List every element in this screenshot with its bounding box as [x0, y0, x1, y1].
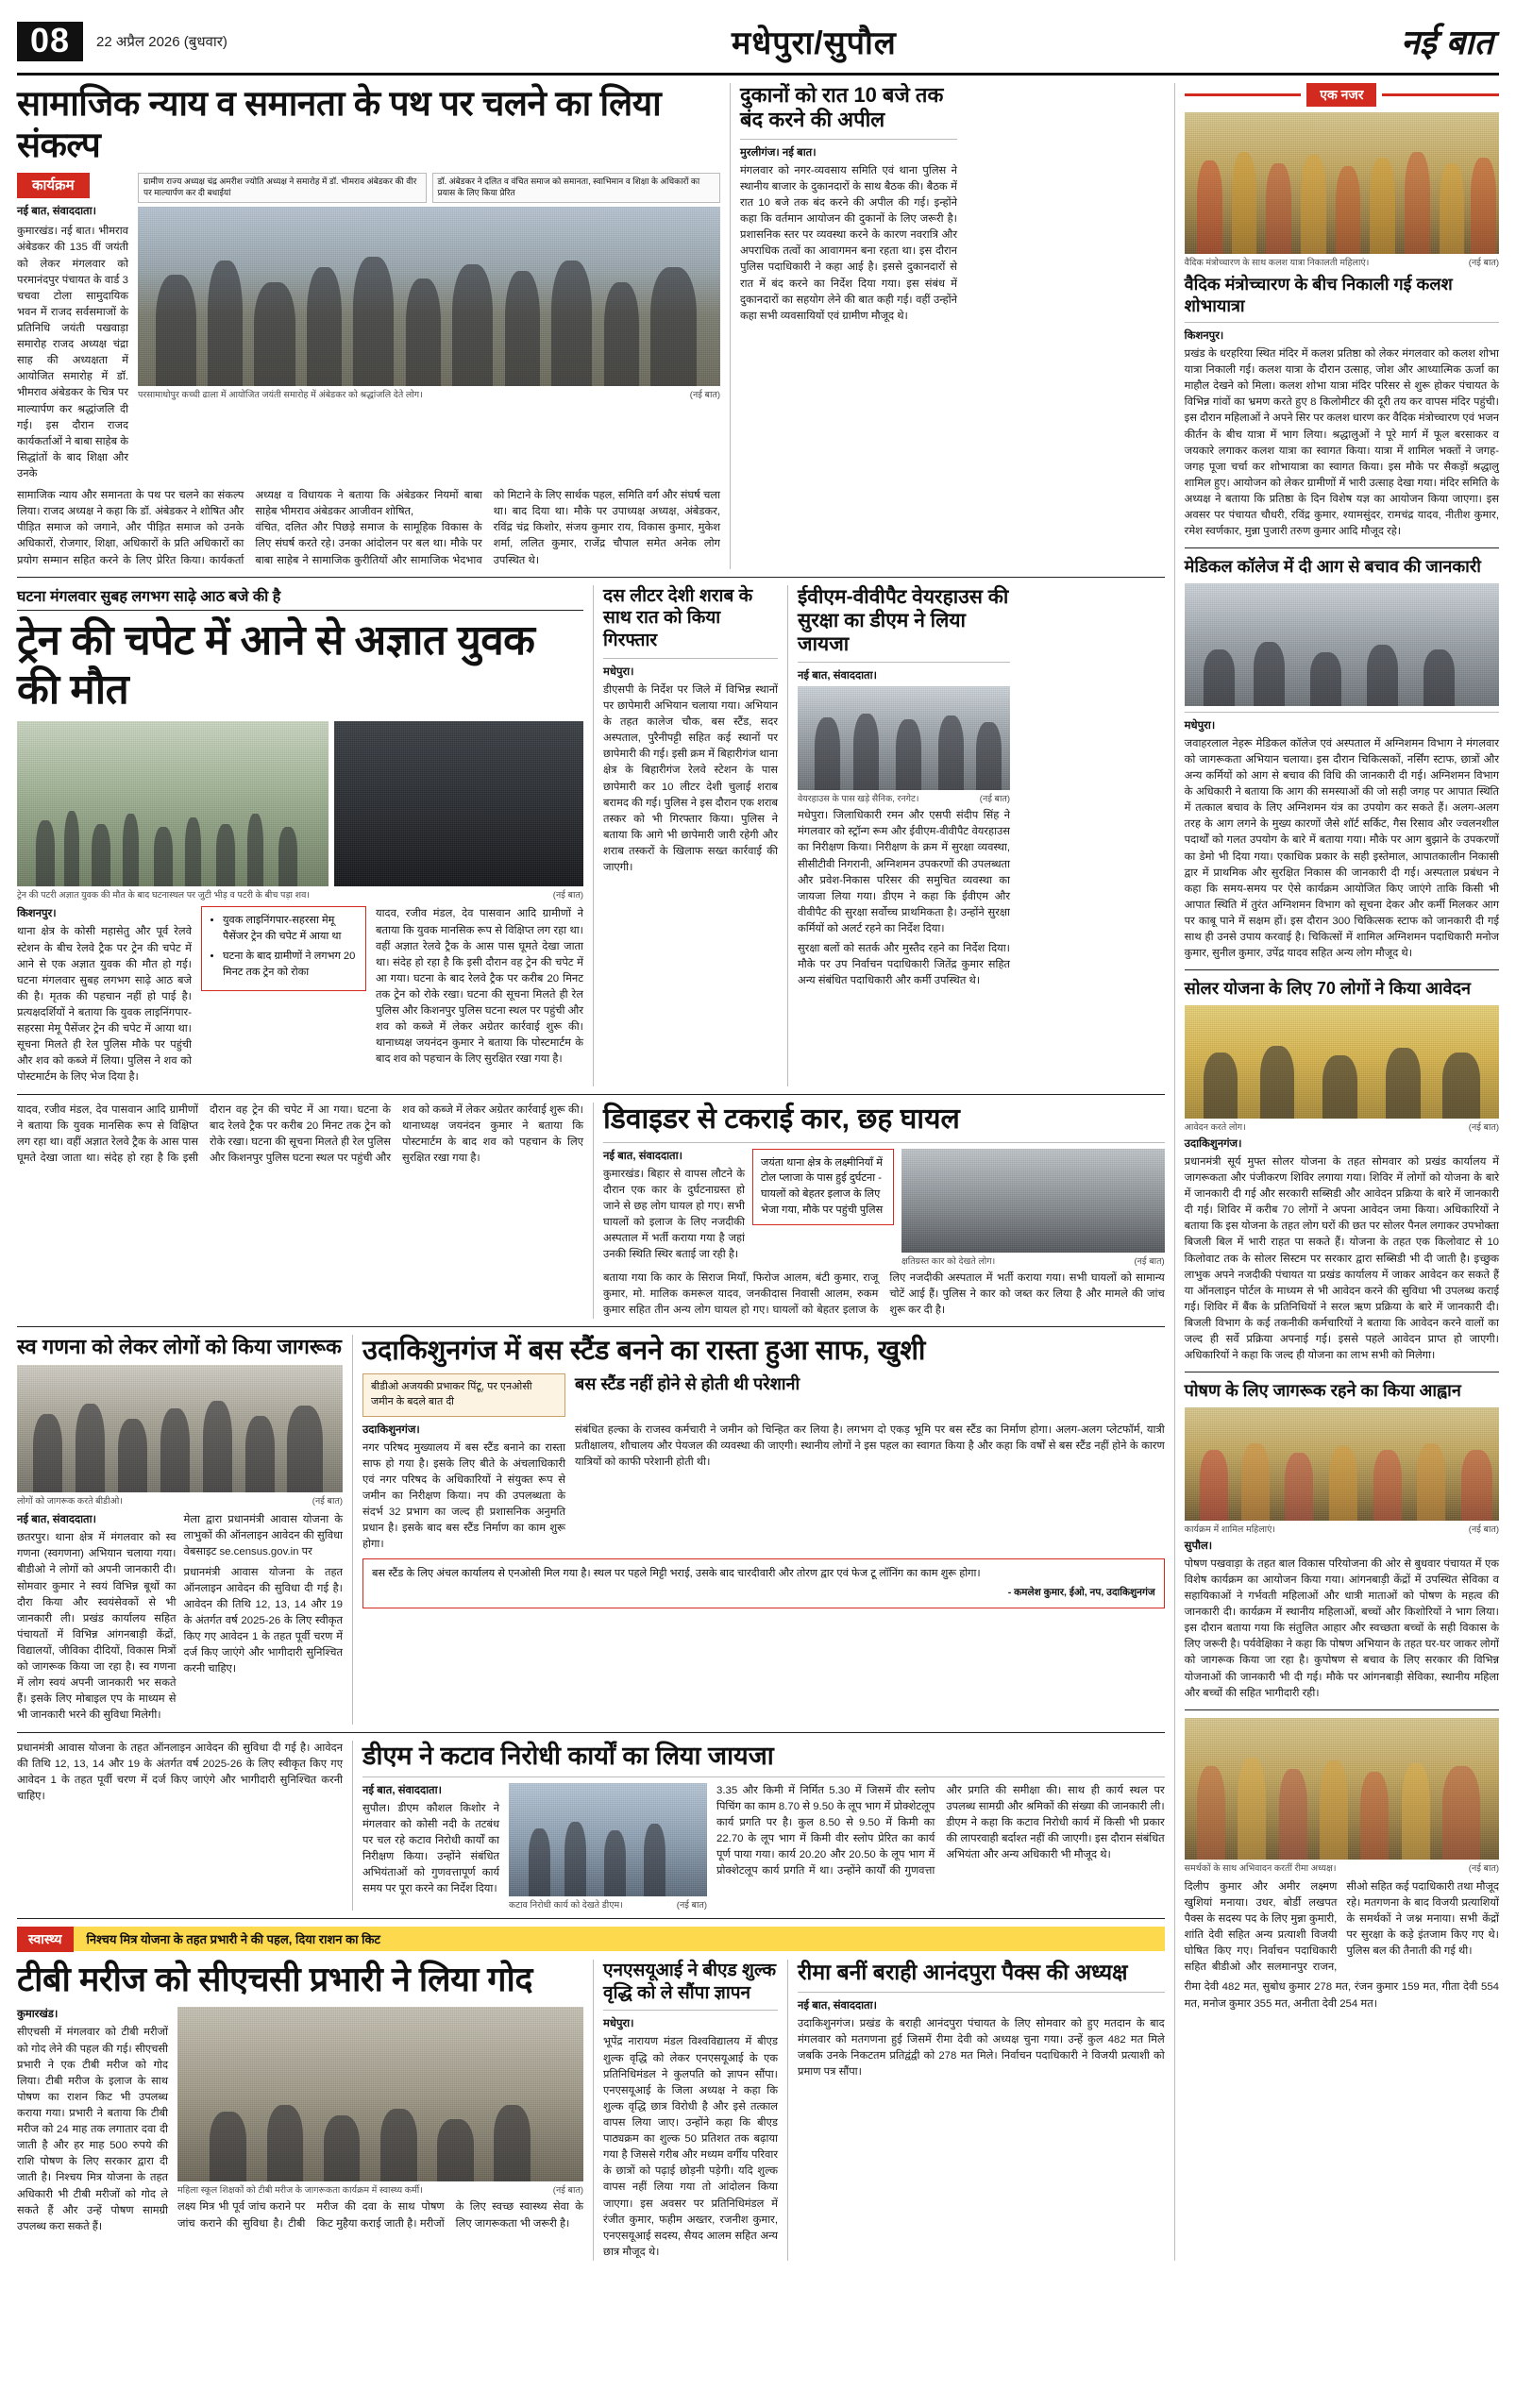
bus-byline: उदाकिशुनगंज।: [362, 1423, 420, 1436]
bus-body-2: संबंधित हल्का के राजस्व कर्मचारी ने जमीन को चिन्हित कर लिया है। लगभग दो एकड़ भूमि पर बस स्टैंड का निर्माण होगा। अलग-अलग प्लेटफॉर्म, यात्री प्रतीक्षालय, शौचालय और पेयजल की व्यवस्था की जाएगी। स्थानीय लोगों ने इस पहल का स्वागत किया है और कहा कि वर्षों से बस स्टैंड नहीं होने के कारण यात्रियों को काफी परेशानी होती थी।: [575, 1423, 1165, 1468]
lead-photo-caption-row: [138, 386, 720, 400]
lead-photo: [138, 207, 720, 386]
train-photo-caption: ट्रेन की पटरी अज्ञात युवक की मौत के बाद घटनास्थल पर जुटी भीड़ व पटरी के बीच पड़ा शव।: [17, 890, 310, 901]
bus-subhead: बस स्टैंड नहीं होने से होती थी परेशानी: [575, 1373, 800, 1393]
train-caption-row: [17, 886, 583, 901]
evm-caption-row: [798, 790, 1010, 804]
lead-tag: कार्यक्रम: [17, 173, 90, 198]
reema-photo: [1185, 1718, 1499, 1860]
train-photo-site: [17, 721, 328, 886]
publication-date: 22 अप्रैल 2026 (बुधवार): [96, 33, 227, 50]
nsui-article: [603, 1960, 778, 2261]
tb-byline: कुमारखंड।: [17, 2009, 59, 2021]
census-overflow: प्रधानमंत्री आवास योजना के तहत ऑनलाइन आवेदन की सुविधा दी गई है। आवेदन की तिथि 12, 13, 14 और 19 के अंतर्गत वर्ष 2025-26 के लिए स्वीकृत किए गए आवेदन 1 के तहत पूर्वी चरण में दर्ज किए जाएंगे और भागीदारी सुनिश्चित करनी चाहिए।: [17, 1742, 343, 1802]
reema-caption-row: [1185, 1860, 1499, 1874]
erosion-photo-credit: (नई बात): [676, 1899, 707, 1911]
bus-quote-source: - कमलेश कुमार, ईओ, नप, उदाकिशुनगंज: [1007, 1587, 1155, 1599]
health-ribbon: [17, 1927, 1165, 1952]
eknazar-item-1: [1185, 112, 1499, 540]
masthead: [17, 13, 1499, 76]
row-health: [17, 1927, 1165, 2261]
car-caption-row: [901, 1253, 1165, 1267]
census-photo-credit: (नई बात): [312, 1496, 343, 1507]
evm-body: मधेपुरा। जिलाधिकारी रमन और एसपी संदीप सिंह ने मंगलवार को स्ट्रॉन्ग रूम और ईवीएम-वीवीपैट वेयरहाउस का निरीक्षण किया। निरीक्षण के क्रम में सुरक्षा व्यवस्था, सीसीटीवी निगरानी, अग्निशमन उपकरणों की उपलब्धता और प्रवेश-निकास परिसर की समुचित व्यवस्था का जायजा लिया गया। डीएम ने कहा कि ईवीएम और वीवीपैट की सुरक्षा सर्वोच्च प्राथमिकता है। उन्होंने सुरक्षा कर्मियों को अलर्ट रहने का निर्देश दिया।: [798, 810, 1010, 935]
evm-byline: नई बात, संवाददाता।: [798, 670, 877, 682]
eknazar-item-4: [1185, 1380, 1499, 1701]
train-kicker: घटना मंगलवार सुबह लगभग साढ़े आठ बजे की है: [17, 585, 583, 611]
shops-article: [740, 83, 957, 569]
tb-article: [17, 1960, 583, 2261]
census-photo: [17, 1365, 343, 1492]
car-article: [603, 1103, 1165, 1319]
health-ribbon-text: निश्चय मित्र योजना के तहत प्रभारी ने की पहल, दिया राशन का किट: [74, 1927, 1165, 1951]
evm-article: [798, 585, 1010, 1086]
nsui-byline: मधेपुरा।: [603, 2018, 634, 2030]
eknazar-column: [1185, 83, 1499, 2261]
row-lead: [17, 83, 1165, 569]
lead-photo-caption: परसामाधोपुर कच्ची ढाला में आयोजित जयंती समारोह में अंबेडकर को श्रद्धांजलि देते लोग।: [138, 389, 423, 400]
kalash-caption-row: [1185, 254, 1499, 268]
train-headline: ट्रेन की चपेट में आने से अज्ञात युवक की मौत: [17, 616, 535, 713]
nutrition-caption-row: [1185, 1521, 1499, 1535]
kalash-body: प्रखंड के धरहरिया स्थित मंदिर में कलश प्रतिष्ठा को लेकर मंगलवार को कलश शोभा यात्रा निकाली गई। कलश यात्रा के दौरान उत्साह, जोश और आध्यात्मिक ऊर्जा का माहौल देखने को मिला। कलश शोभा यात्रा मंदिर परिसर से शुरू होकर पंचायत के विभिन्न गांवों का भ्रमण करते हुए 8 किलोमीटर की दूरी तय कर वापस मंदिर पहुंची। इस दौरान महिलाओं ने अपने सिर पर कलश धारण कर वैदिक मंत्रोच्चारण एवं भजन कीर्तन के बीच यात्रा में भाग लिया। श्रद्धालुओं ने पूरे मार्ग में फूल बरसाकर व जयकारे लगाकर कलश यात्रा का स्वागत किया। यात्रा में शामिल भक्तों ने जगह-जगह पूजा चर्चा कर शोभायात्रा का स्वागत किया। इस मौके पर सैकड़ों श्रद्धालु शामिल हुए। आयोजन को लेकर ग्रामीणों में भारी उत्साह देखा गया। मंदिर समिति के अध्यक्ष ने बताया कि प्रतिष्ठा के दिन विशेष यज्ञ का आयोजन किया जाएगा। इस अवसर पर पंचायत चौधरी, रविंद्र कुमार, श्यामसुंदर, रामचंद्र यादव, नीतीश कुमार, रमेश स्वर्णकार, मुन्ना पुजारी तरुण कुमार आदि मौजूद रहे।: [1184, 348, 1499, 538]
row-census: [17, 1335, 1165, 1725]
shops-byline: मुरलीगंज। नई बात।: [740, 146, 817, 159]
photo-overlay-caption-1: ग्रामीण राज्य अध्यक्ष चंद्र अमरीश ज्योति अध्यक्ष ने समारोह में डॉ. भीमराव अंबेडकर की वीर पर माल्यार्पण कर दी बधाईयां: [138, 173, 427, 202]
fire-body: जवाहरलाल नेहरू मेडिकल कॉलेज एवं अस्पताल में अग्निशमन विभाग ने मंगलवार को जागरूकता अभियान चलाया। इस दौरान चिकित्सकों, नर्सिंग स्टाफ, छात्रों और अन्य कर्मियों को आग से बचाव की विधि की जानकारी दी गई। अग्निशमन विभाग के अधिकारी ने बताया कि आग की समस्याओं की जो सही जगह पर आपात स्थिति में तत्काल बचाव के लिए अग्निशमन यंत्र का उपयोग कर सकते हैं। अलग-अलग तरह के आग लगने के मुख्य कारणों जैसे शॉर्ट सर्किट, गैस रिसाव और ज्वलनशील पदार्थों को गलत उपयोग के बारे में बताया गया। मौके पर आग बुझाने के उपकरणों का डेमो भी दिया गया। एकाधिक प्रकार के सही इस्तेमाल, आपातकालीन निकासी द्वार में प्राथमिक और सुरक्षित निकास की जानकारी दी गई। अस्पताल प्रबंधन ने कहा कि समय-समय पर ऐसे कार्यक्रम आयोजित किए जाएंगे ताकि किसी भी आपात स्थिति में तुरंत अग्निशमन विभाग को सूचना देकर और कर्मी मिलकर आग पर काबू पाने में सक्षम हों। इस दौरान 300 चिकित्सक स्टाफ को जानकारी दी गई साथ ही उनसे उपाय करवाई है। चिकित्सों में शामिल अग्निशमन पदाधिकारी मनोज कुमार, सुनील कुमार, उपेंद्र यादव सहित अन्य लोग मौजूद थे।: [1184, 737, 1499, 960]
census-body-2: प्रधानमंत्री आवास योजना के तहत ऑनलाइन आवेदन की सुविधा दी गई है। आवेदन की तिथि 12, 13, 14 और 19 के अंतर्गत वर्ष 2025-26 के लिए स्वीकृत किए गए आवेदन 1 के तहत पूर्वी चरण में दर्ज किए जाएंगे और भागीदारी सुनिश्चित करनी चाहिए।: [183, 1566, 343, 1675]
eknazar-label: एक नजर: [1306, 83, 1376, 107]
liquor-body: डीएसपी के निर्देश पर जिले में विभिन्न स्थानों पर छापेमारी अभियान चलाया गया। अभियान के तहत कालेज चौक, बस स्टैंड, सदर अस्पताल, पुरैनीपट्टी सहित कई स्थानों पर छापेमारी की गई। इसी क्रम में बिहारीगंज थाना क्षेत्र के बिहारीगंज रेलवे स्टेशन के पास छापेमारी कर 10 लीटर देशी चुलाई शराब बरामद की गई। पुलिस ने इस दौरान एक शराब तस्कर को भी गिरफ्तार किया। पुलिस ने बताया कि आगे भी छापेमारी जारी रहेगी और शराब तस्करों के खिलाफ सख्त कार्रवाई की जाएगी।: [603, 683, 778, 874]
nutrition-photo-caption: कार्यक्रम में शामिल महिलाएं।: [1184, 1524, 1275, 1535]
solar-photo-credit: (नई बात): [1468, 1121, 1499, 1133]
erosion-article: [362, 1741, 1165, 1911]
reema-body-2: रीमा देवी 482 मत, सुबोध कुमार 278 मत, रंजन कुमार 159 मत, गीता देवी 554 मत, मनोज कुमार 355 मत, अनीता देवी 254 मत।: [1184, 1981, 1499, 2010]
census-body-1: छतरपुर। थाना क्षेत्र में मंगलवार को स्व गणना (स्वगणना) अभियान चलाया गया। बीडीओ ने लोगों को अपनी जानकारी दी। सोमवार कुमार ने स्वयं विभिन्न बूथों का दौरा किया और स्वयंसेवकों से भी जानकारी ली। प्रखंड कार्यालय सहित पंचायतों में विभिन्न आंगनबाड़ी केंद्रों, विद्यालयों, जीविका दीदियों, विकास मित्रों को जागरूक किया जा रहा है। स्व गणना में लोग स्वयं अपनी जानकारी भर सकते हैं। इसके लिए मोबाइल एप के माध्यम से भी जानकारी भरने की सुविधा मिलेगी।: [17, 1532, 177, 1722]
shops-body: मंगलवार को नगर-व्यवसाय समिति एवं थाना पुलिस ने स्थानीय बाजार के दुकानदारों के साथ बैठक की। बैठक में रात 10 बजे तक बंद करने की अपील की गई। इन्होंने कहा कि वर्तमान आयोजन की दुकानों के लिए जरूरी है। प्रशासनिक स्तर पर व्यवस्था करने के कारण नवरात्रि और अपराधिक तत्वों का आवागमन बना रहता था। इस दौरान पुलिस पदाधिकारी ने कहा आई है। इससे दुकानदारों से रात में बंद करने का निर्देश दिया गया। इस संबंध में दुकानदारों का सहयोग लेने की बात कही गई। वहीं उन्होंने कहा सभी व्यवसायियों एवं ग्रामीण मौजूद थे।: [740, 164, 957, 322]
tb-body-2: लक्ष्य मित्र भी पूर्व जांच कराने पर जांच कराने की सुविधा है। टीबी मरीज की दवा के साथ पोषण किट मुहैया कराई जाती है। मरीजों के लिए स्वच्छ स्वास्थ्य सेवा के लिए जागरूकता भी जरूरी है।: [177, 2201, 583, 2230]
car-photo-caption: क्षतिग्रस्त कार को देखते लोग।: [901, 1255, 996, 1267]
bus-tag-note: बीडीओ अजयकी प्रभाकर पिंटू, पर एनओसी जमीन के बदले बात दी: [362, 1373, 565, 1417]
car-photo: [901, 1149, 1165, 1253]
census-caption-row: [17, 1492, 343, 1507]
car-left-spacer: [17, 1103, 583, 1319]
evm-body-2: सुरक्षा बलों को सतर्क और मुस्तैद रहने का निर्देश दिया। मौके पर उप निर्वाचन पदाधिकारी जितेंद्र कुमार सहित अन्य संबंधित पदाधिकारी और कर्मी उपस्थित थे।: [798, 943, 1010, 987]
lead-photo-credit: (नई बात): [689, 389, 720, 400]
car-headline: डिवाइडर से टकराई कार, छह घायल: [603, 1103, 960, 1135]
row-car: [17, 1103, 1165, 1319]
train-bullets: [201, 906, 366, 990]
census-photo-caption: लोगों को जागरूक करते बीडीओ।: [17, 1496, 123, 1507]
liquor-article: [603, 585, 778, 1086]
eknazar-item-2: [1185, 556, 1499, 962]
census-byline: नई बात, संवाददाता।: [17, 1514, 96, 1526]
reema-headline: रीमा बनीं बराही आनंदपुरा पैक्स की अध्यक्ष: [798, 1959, 1128, 1984]
lead-byline: नई बात, संवाददाता।: [17, 206, 96, 218]
nutrition-photo-credit: (नई बात): [1468, 1524, 1499, 1535]
train-photo-body: [334, 721, 583, 886]
nsui-body: भूपेंद्र नारायण मंडल विश्वविद्यालय में बीएड शुल्क वृद्धि को लेकर एनएसयूआई के एक प्रतिनिधिमंडल ने कुलपति को ज्ञापन सौंपा। एनएसयूआई के जिला अध्यक्ष ने कहा कि शुल्क वृद्धि छात्र विरोधी है और इसे तत्काल वापस लिया जाए। उन्होंने कहा कि बीएड पाठ्यक्रम का शुल्क 50 प्रतिशत तक बढ़ाया गया है जिससे गरीब और मध्यम वर्गीय परिवार के छात्रों को पढ़ाई छोड़नी पड़ेगी। यदि शुल्क वापस नहीं लिया गया तो आंदोलन किया जाएगा। इस अवसर पर प्रतिनिधिमंडल में रंजीत कुमार, फहीम अख्तर, रजनीश कुमार, एनएसयूआई सदस्य, सैयद आलम सहित अन्य छात्र मौजूद थे।: [603, 2036, 778, 2258]
car-byline: नई बात, संवाददाता।: [603, 1150, 682, 1162]
row-train: [17, 585, 1165, 1086]
reema-photo-caption: समर्थकों के साथ अभिवादन करतीं रीमा अध्यक्ष।: [1184, 1862, 1337, 1874]
liquor-byline: मधेपुरा।: [603, 665, 634, 678]
evm-photo-credit: (नई बात): [979, 794, 1010, 805]
erosion-photo: [509, 1783, 707, 1896]
fire-photo: [1185, 583, 1499, 706]
reema-photo-credit: (नई बात): [1468, 1862, 1499, 1874]
solar-photo: [1185, 1005, 1499, 1119]
lead-article: [17, 83, 720, 569]
photo-overlay-caption-2: डॉ. अंबेडकर ने दलित व वंचित समाज को समानता, स्वाभिमान व शिक्षा के अधिकारों का प्रयास के लिए किया प्रेरित: [432, 173, 721, 202]
lead-headline: सामाजिक न्याय व समानता के पथ पर चलने का लिया संकल्प: [17, 84, 662, 164]
fire-byline: मधेपुरा।: [1184, 719, 1216, 732]
reema-photo-block: [1185, 1718, 1499, 2012]
nutrition-photo: [1185, 1407, 1499, 1521]
erosion-photo-caption: कटाव निरोधी कार्य को देखते डीएम।: [509, 1899, 623, 1911]
bus-headline: उदाकिशुनगंज में बस स्टैंड बनने का रास्ता हुआ साफ, खुशी: [362, 1335, 926, 1366]
bus-quote: [362, 1558, 1165, 1608]
census-article: [17, 1335, 343, 1725]
eknazar-header: [1185, 83, 1499, 107]
paper-name: नई बात: [1400, 23, 1493, 61]
kalash-byline: किशनपुर।: [1184, 330, 1224, 342]
health-label: स्वास्थ्य: [17, 1927, 74, 1952]
nutrition-headline: पोषण के लिए जागरूक रहने का किया आह्वान: [1184, 1381, 1461, 1401]
tb-headline: टीबी मरीज को सीएचसी प्रभारी ने लिया गोद: [17, 1959, 532, 1998]
evm-headline: ईवीएम-वीवीपैट वेयरहाउस की सुरक्षा का डीएम ने लिया जायजा: [798, 585, 1009, 655]
shops-headline: दुकानों को रात 10 बजे तक बंद करने की अपील: [740, 83, 944, 132]
kalash-headline: वैदिक मंत्रोच्चारण के बीच निकाली गई कलश शोभायात्रा: [1184, 275, 1453, 315]
tb-photo-caption: महिला स्कूल शिक्षकों को टीबी मरीज के जागरूकता कार्यक्रम में स्वास्थ्य कर्मी।: [177, 2185, 423, 2197]
nutrition-body: पोषण पखवाड़ा के तहत बाल विकास परियोजना की ओर से बुधवार पंचायत में एक विशेष कार्यक्रम का आयोजन किया गया। आंगनबाड़ी केंद्रों में उपस्थित सेविका व सहायिकाओं ने गर्भवती महिलाओं और धात्री माताओं को पोषण के महत्व की जानकारी दी। कार्यक्रम में स्थानीय महिलाओं, बच्चों और किशोरियों ने भाग लिया। इस दौरान बताया गया कि संतुलित आहार और स्वच्छता बच्चों के सही विकास के लिए जरूरी है। पर्यवेक्षिका ने कहा कि पोषण अभियान के तहत घर-घर जाकर लोगों को जागरूक किया जा रहा है। कुपोषण से बचाव के लिए सरकार की विभिन्न योजनाओं की जानकारी भी दी गई। मौके पर आंगनबाड़ी सेविका, स्थानीय महिला और बच्चों की सहित भागीदारी रही।: [1184, 1558, 1499, 1699]
solar-byline: उदाकिशुनगंज।: [1184, 1137, 1242, 1150]
train-bullet-0: • युवक लाइनिंगपार-सहरसा मेमू पैसेंजर ट्रेन की चपेट में आया था: [223, 913, 358, 945]
kalash-photo-caption: वैदिक मंत्रोच्चारण के साथ कलश यात्रा निकालती महिलाएं।: [1184, 258, 1370, 268]
census-headline: स्व गणना को लेकर लोगों को किया जागरूक: [17, 1334, 342, 1358]
main-area: [17, 83, 1165, 2261]
train-overflow: यादव, रजीव मंडल, देव पासवान आदि ग्रामीणों ने बताया कि युवक मानसिक रूप से विक्षिप्त लग रहा था। वहीं अज्ञात रेलवे ट्रैक के आस पास घूमते देखा जाता था। संदेह हो रहा है कि इसी दौरान वह ट्रेन की चपेट में आ गया। घटना के बाद रेलवे ट्रैक पर करीब 20 मिनट तक ट्रेन को रोके रखा। घटना की सूचना मिलते ही रेल पुलिस और किशनपुर पुलिस घटना स्थल पर पहुंची और शव को कब्जे में लेकर अग्रेतर कार्रवाई शुरू की। थानाध्यक्ष जयनंदन कुमार ने बताया कि पोस्टमार्टम के बाद शव को पहचान के लिए सुरक्षित रखा गया है।: [17, 1103, 583, 1164]
train-body-1: थाना क्षेत्र के कोसी महासेतु और पूर्व रेलवे स्टेशन के बीच रेलवे ट्रैक पर ट्रेन की चपेट में आने से एक अज्ञात युवक की मौत हो गई। घटना मंगलवार सुबह लगभग साढ़े आठ बजे की है। मृतक की पहचान नहीं हो पाई है। प्रत्यक्षदर्शियों ने बताया कि युवक लाइनिंगपार-सहरसा मेमू पैसेंजर ट्रेन की चपेट में आया था। सूचना मिलते ही रेल पुलिस मौके पर पहुंची और शव को कब्जे में लिया। पुलिस ने शव को पोस्टमार्टम के लिए भेज दिया है।: [17, 926, 192, 1084]
train-bullet-1: • घटना के बाद ग्रामीणों ने लगभग 20 मिनट तक ट्रेन को रोका: [223, 949, 358, 981]
reema-body-3: दिलीप कुमार और अमीर लक्ष्मण खुशियां मनाया। उधर, बोर्डी लखपत पैक्स के सदस्य पद के लिए मुन्ना कुमारी, शांति देवी सहित अन्य प्रत्याशी विजयी घोषित किए गए। निर्वाचन पदाधिकारी सहित बीडीओ और सलमानपुर राजन, सीओ सहित कई पदाधिकारी तथा मौजूद रहे। मतगणना के बाद विजयी प्रत्याशियों के समर्थकों ने जश्न मनाया। सभी केंद्रों पर सुरक्षा के कड़े इंतजाम किए गए थे। पुलिस बल की तैनाती की गई थी।: [1184, 1880, 1499, 1974]
train-body-2: यादव, रजीव मंडल, देव पासवान आदि ग्रामीणों ने बताया कि युवक मानसिक रूप से विक्षिप्त लग रहा था। वहीं अज्ञात रेलवे ट्रैक के आस पास घूमते देखा जाता था। संदेह हो रहा है कि इसी दौरान वह ट्रेन की चपेट में आ गया। घटना के बाद रेलवे ट्रैक पर करीब 20 मिनट तक ट्रेन को रोके रखा। घटना की सूचना मिलते ही रेल पुलिस और किशनपुर पुलिस घटना स्थल पर पहुंची और शव को कब्जे में लेकर अग्रेतर कार्रवाई शुरू की। थानाध्यक्ष जयनंदन कुमार ने बताया कि पोस्टमार्टम के बाद शव को पहचान के लिए सुरक्षित रखा गया है।: [376, 908, 583, 1066]
car-body-2: बताया गया कि कार के सिराज मियाँ, फिरोज आलम, बंटी कुमार, राजू कुमार, मो. मालिक कमरूल यादव, जनकीदास निवासी आलम, रुकम कुमार सहित तीन अन्य लोग घायल हो गए। घायलों को बेहतर इलाज के लिए नजदीकी अस्पताल में भर्ती कराया गया। सभी घायलों को सामान्य चोटें आई हैं। पुलिस ने कार को जब्त कर लिया है और मामले की जांच शुरू कर दी है।: [603, 1271, 1165, 1316]
car-photo-credit: (नई बात): [1134, 1255, 1165, 1267]
solar-body: प्रधानमंत्री सूर्य मुफ्त सोलर योजना के तहत सोमवार को प्रखंड कार्यालय में जागरूकता और पंजीकरण शिविर लगाया गया। शिविर में लोगों को योजना के बारे में जानकारी दी गई और सरकारी सब्सिडी और आवेदन प्रक्रिया के बारे में जानकारी दी गई। शिविर में करीब 70 लोगों ने अपना आवेदन जमा किया। अधिकारियों ने बताया कि इस योजना के तहत लोग घरों की छत पर सोलर पैनल लगाकर उपभोक्ता बिजली बिल में भारी राहत पा सकते हैं। योजना के तहत एक किलोवाट से 10 किलोवाट तक के सोलर सिस्टम पर सरकार द्वारा सब्सिडी भी दी जाती है। इच्छुक लाभुक अपने नजदीकी पंचायत या प्रखंड कार्यालय में जाकर आवेदन कर सकते हैं या ऑनलाइन पोर्टल के माध्यम से भी आवेदन करने की सुविधा भी उपलब्ध कराई गई। शिविर में बैंक के प्रतिनिधियों ने सरल ऋण प्रक्रिया के बारे में जानकारी दी। बिजली विभाग के कई तकनीकी कर्मचारियों ने बताया कि आवेदन करने वालों का जल्द ही सर्वे प्रक्रिया अपनाई गई। इससे पहले आवेदन प्राप्त हो जाएगी। अधिकारियों ने कहा कि जल्द ही योजना का लाभ सभी को मिलेगा।: [1184, 1155, 1499, 1362]
solar-caption-row: [1185, 1119, 1499, 1133]
evm-photo: [798, 686, 1010, 790]
erosion-headline: डीएम ने कटाव निरोधी कार्यों का लिया जायजा: [362, 1741, 774, 1770]
train-byline: किशनपुर।: [17, 908, 57, 920]
erosion-caption-row: [509, 1896, 707, 1911]
liquor-headline: दस लीटर देशी शराब के साथ रात को किया गिरफ्तार: [603, 585, 753, 651]
health-body-row: [17, 1960, 1165, 2261]
erosion-body-2: 3.35 और किमी में निर्मित 5.30 में जिसमें वीर स्लोप पिचिंग का काम 8.70 से 9.50 के लूप भाग में प्रोक्शेटलूप कार्य प्रगति पर है। कुल 8.50 से 9.50 में किमी का 22.70 के लूप भाग में किमी वीर स्लोप प्रेरित का कार्य पूर्ण पाया गया। कार्य 20.20 और 20.50 के लूप भाग में प्रोक्शेटलूप कार्य प्रगति में था। उन्होंने कार्यों की गुणवत्ता और प्रगति की समीक्षा की। साथ ही कार्य स्थल पर उपलब्ध सामग्री और श्रमिकों की संख्या की जानकारी ली। डीएम ने कहा कि कटाव निरोधी कार्य में किसी भी प्रकार की लापरवाही बर्दाश्त नहीं की जाएगी। इस दौरान संबंधित अभियंता और अन्य अधिकारी भी मौजूद थे।: [716, 1784, 1165, 1878]
reema-byline: नई बात, संवाददाता।: [798, 1999, 877, 2012]
row-erosion: [17, 1741, 1165, 1911]
bus-body-1: नगर परिषद मुख्यालय में बस स्टैंड बनाने का रास्ता साफ हो गया है। इसके लिए बीते के अंचलाधिकारी एवं नगर परिषद के अधिकारियों ने संयुक्त रूप से जमीन का निरीक्षण किया। नप की उपलब्धता के संदर्भ 32 प्रभाग का जल्द ही प्रशासनिक अनुमति प्रधान है। इसके बाद बस स्टैंड निर्माण का काम शुरू होगा।: [362, 1441, 565, 1551]
reema-body-1: उदाकिशुनगंज। प्रखंड के बराही आनंदपुरा पंचायत के लिए सोमवार को हुए मतदान के बाद मंगलवार को मतगणना हुई जिसमें रीमा देवी को अध्यक्ष चुना गया। उन्हें कुल 482 मत मिले जबकि उनके निकटतम प्रतिद्वंद्वी को 278 मत मिले। निर्वाचन पदाधिकारी ने विजयी प्रत्याशी को प्रमाण पत्र सौंपा।: [798, 2017, 1165, 2078]
page-number: 08: [17, 22, 83, 61]
train-article: [17, 585, 583, 1086]
car-highlight-box: जयंता थाना क्षेत्र के लक्ष्मीनियाँ में टोल प्लाजा के पास हुई दुर्घटना - घायलों को बेहतर इलाज के लिए भेजा गया, मौके पर पहुंची पुलिस: [752, 1149, 894, 1225]
reema-article: [798, 1960, 1165, 2261]
lead-para-2: सामाजिक न्याय और समानता के पथ पर चलने का संकल्प लिया। राजद अध्यक्ष ने कहा कि डॉ. अंबेडकर ने शोषित और पीड़ित समाज को जगाने, और पीड़ित समाज को उनके अधिकारों, रोजगार, शिक्षा, अधिकारों के प्रति अधिकारों का प्रयोग सम्मान सहित करने के लिए प्रेरित किया। कार्यकर्ता अध्यक्ष व विधायक ने बताया कि अंबेडकर नियमों बाबा साहेब भीमराव अंबेडकर आजीवन शोषित,: [17, 490, 482, 566]
evm-photo-caption: वेयरहाउस के पास खड़े सैनिक, रनगेट।: [798, 794, 919, 805]
tb-caption-row: [177, 2181, 583, 2196]
section-title: मधेपुरा/सुपौल: [731, 25, 897, 61]
census-box: मेला द्वारा प्रधानमंत्री आवास योजना के लाभुकों की ऑनलाइन आवेदन की सुविधा वेबसाइट se.census.gov.in पर: [183, 1514, 343, 1558]
erosion-body-1: सुपौल। डीएम कौशल किशोर ने मंगलवार को कोसी नदी के तटबंध पर चल रहे कटाव निरोधी कार्यों का निरीक्षण किया। उन्होंने संबंधित अभियंताओं को गुणवत्तापूर्ण कार्य समय पर पूरा करने का निर्देश दिया।: [362, 1802, 499, 1895]
lead-para-1: कुमारखंड। नई बात। भीमराव अंबेडकर की 135 वीं जयंती को लेकर मंगलवार को परमानंदपुर पंचायत के वार्ड 3 चचवा टोला सामुदायिक भवन में राजद सर्वसमाजों के प्रतिनिधि जयंती पखवाड़ा समारोह राजद अध्यक्ष चंद्रा साह की अध्यक्षता में आयोजित समारोह में डॉ. भीमराव अंबेडकर के चित्र पर माल्यार्पण कर श्रद्धांजलि दी गई। इस दौरान राजद कार्यकर्ताओं ने बाबा साहेब के सिद्धांतों के बाद शिक्षा और उनके: [17, 226, 128, 480]
eknazar-item-3: [1185, 978, 1499, 1364]
page-columns: [17, 83, 1499, 2261]
nsui-headline: एनएसयूआई ने बीएड शुल्क वृद्धि को ले सौंपा ज्ञापन: [603, 1960, 777, 2003]
solar-photo-caption: आवेदन करते लोग।: [1184, 1121, 1246, 1133]
tb-photo-credit: (नई बात): [552, 2185, 583, 2197]
solar-headline: सोलर योजना के लिए 70 लोगों ने किया आवेदन: [1184, 979, 1472, 999]
tb-photo: [177, 2007, 583, 2181]
bus-quote-text: बस स्टैंड के लिए अंचल कार्यालय से एनओसी मिल गया है। स्थल पर पहले मिट्टी भराई, उसके बाद चारदीवारी और तोरण द्वार एवं फेज टू लॉनिंग का काम शुरू होगा।: [372, 1568, 981, 1580]
erosion-byline: नई बात, संवाददाता।: [362, 1784, 442, 1796]
train-photo-credit: (नई बात): [552, 890, 583, 901]
car-body-1: कुमारखंड। बिहार से वापस लौटने के दौरान एक कार के दुर्घटनाग्रस्त हो जाने से छह लोग घायल हो गए। सभी घायलों को इलाज के लिए नजदीकी अस्पताल में भर्ती कराया गया है जहां उनकी स्थिति स्थिर बताई जा रही है।: [603, 1168, 745, 1261]
erosion-spacer: [17, 1741, 343, 1911]
bus-article: [362, 1335, 1165, 1725]
fire-headline: मेडिकल कॉलेज में दी आग से बचाव की जानकारी: [1184, 557, 1481, 577]
kalash-photo-credit: (नई बात): [1468, 258, 1499, 268]
nutrition-byline: सुपौल।: [1184, 1540, 1213, 1552]
lead-para-3: वंचित, दलित और पिछड़े समाज के सामूहिक विकास के लिए संघर्ष करते रहे। उनका आंदोलन पर बल था। मौके पर बाबा साहेब ने सामाजिक कुरीतियों और सामाजिक भेदभाव को मिटाने के लिए सार्थक पहल, समिति वर्ग और संघर्ष चला था। बाद दिया था। मौके पर उपाध्यक्ष अध्यक्ष, अंबेडकर, रविंद्र चंद्र किशोर, संजय कुमार राय, विकास कुमार, मुकेश शर्मा, ललित कुमार, राजेंद्र चौपाल समेत अनेक लोग उपस्थित थे।: [255, 490, 720, 566]
tb-body-1: सीएचसी में मंगलवार को टीबी मरीजों को गोद लेने की पहल की गई। सीएचसी प्रभारी ने एक टीबी मरीज को गोद लिया। टीबी मरीज के इलाज के साथ पोषण का राशन किट भी उपलब्ध कराया गया। प्रभारी ने बताया कि टीबी मरीज को 24 माह तक लगातार दवा दी जाती है और हर माह 500 रुपये की राशि पोषण के लिए सरकार द्वारा दी जाती है। निश्चय मित्र योजना के तहत अधिकारी भी टीबी मरीजों को गोद ले सकते हैं और उन्हें पोषण सामग्री उपलब्ध करा सकते हैं।: [17, 2027, 168, 2232]
kalash-photo: [1185, 112, 1499, 254]
